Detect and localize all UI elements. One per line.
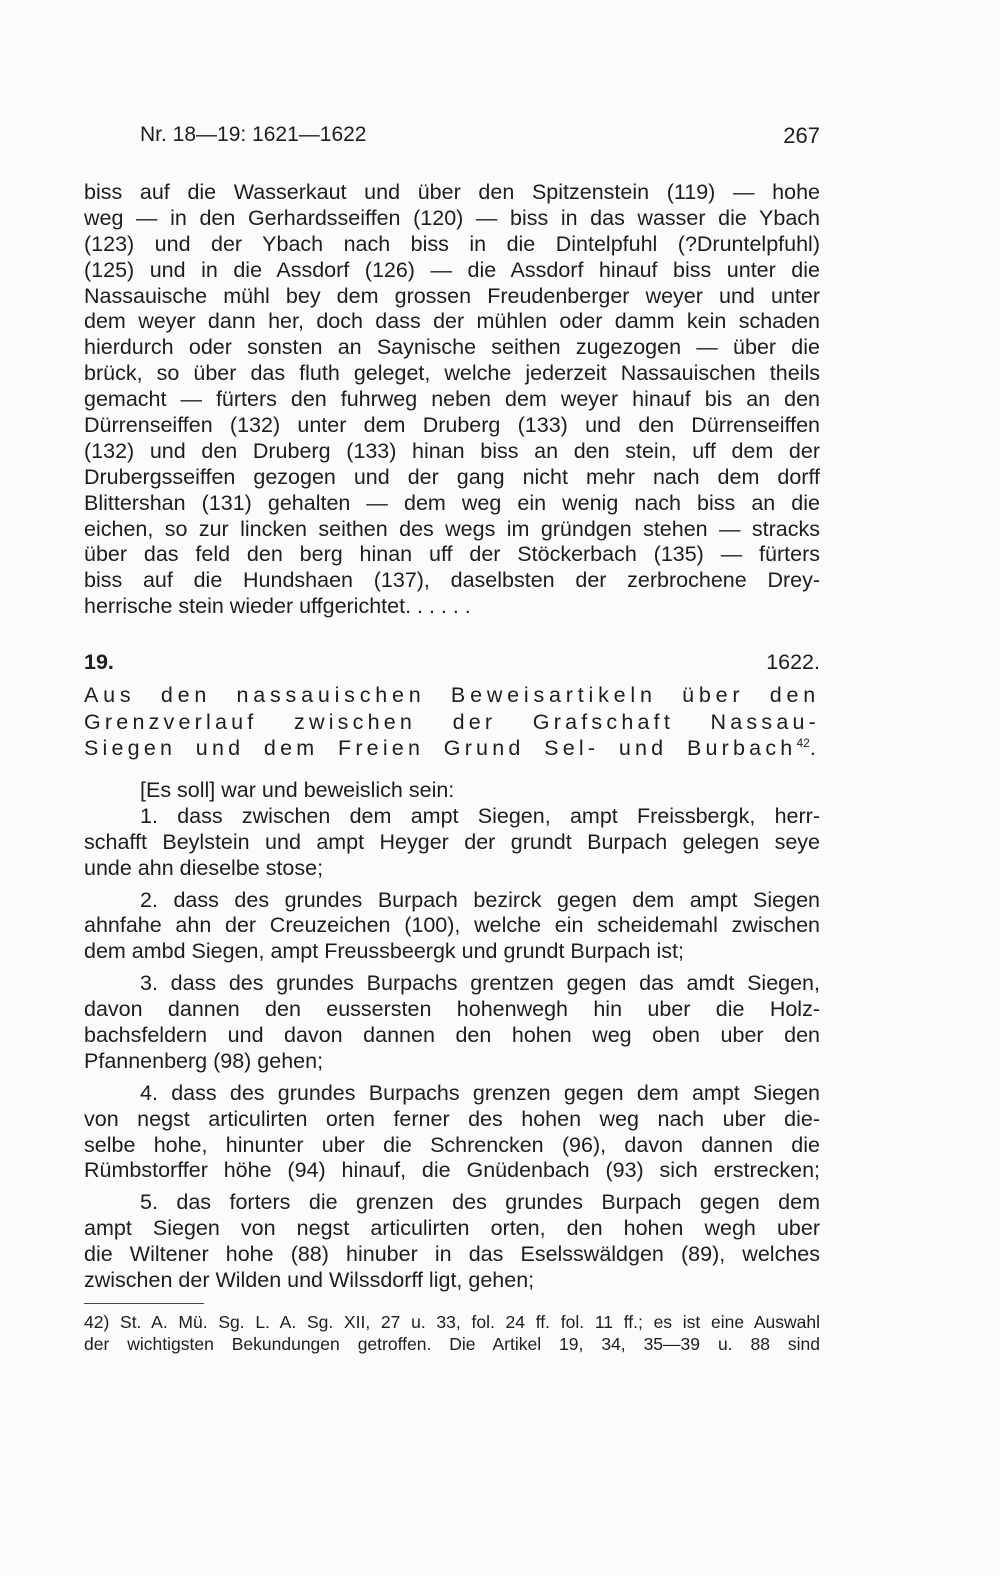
article-3 — [84, 971, 820, 1075]
text-line: Blittershan (131) gehalten — dem weg ein wenig nach biss an die — [84, 490, 820, 515]
text-line: über das feld den berg hinan uff der Stöckerbach (135) — fürters — [84, 542, 820, 567]
text-line: (132) und den Druberg (133) hinan biss an den stein, uff dem der — [84, 438, 820, 463]
text-line: selbe hohe, hinunter uber die Schrencken (96), davon dannen die — [84, 1132, 820, 1157]
text-line: 3. dass des grundes Burpachs grentzen gegen das amdt Siegen, — [140, 971, 820, 996]
text-line: Rümbstorffer höhe (94) hinauf, die Gnüdenbach (93) sich erstrecken; — [84, 1158, 820, 1183]
text-line: Drubergsseiffen gezogen und der gang nicht mehr nach dem dorff — [84, 464, 820, 489]
text-line: Dürrenseiffen (132) unter dem Druberg (133) und den Dürrenseiffen — [84, 413, 820, 438]
text-line: weg — in den Gerhardsseiffen (120) — biss in das wasser die Ybach — [84, 205, 820, 230]
article-1 — [84, 804, 820, 882]
text-line: dem ambd Siegen, ampt Freussbeergk und grundt Burpach ist; — [84, 939, 684, 964]
document-heading — [84, 682, 820, 762]
continuation-text — [84, 180, 820, 620]
text-line: (125) und in die Assdorf (126) — die Assdorf hinauf biss unter die — [84, 257, 820, 282]
text-line: hierdurch oder sonsten an Saynische seithen zugezogen — über die — [84, 335, 820, 360]
text-line: biss auf die Wasserkaut und über den Spitzenstein (119) — hohe — [84, 180, 820, 204]
footnote-line: der wichtigsten Bekundungen getroffen. Die Artikel 19, 34, 35—39 u. 88 sind — [84, 1334, 820, 1354]
text-line: 1. dass zwischen dem ampt Siegen, ampt Freissbergk, herr- — [140, 803, 820, 828]
text-line: brück, so über das fluth geleget, welche jederzeit Nassauischen theils — [84, 361, 820, 386]
text-line: dem weyer dann her, doch dass der mühlen oder damm kein schaden — [84, 309, 820, 334]
text-line: gemacht — fürters den fuhrweg neben dem weyer hinauf bis an den — [84, 387, 820, 412]
text-line: ahnfahe ahn der Creuzeichen (100), welche ein scheidemahl zwischen — [84, 913, 820, 938]
page-number: 267 — [783, 123, 820, 148]
document-header — [84, 650, 820, 678]
heading-line — [84, 735, 820, 762]
articles-text — [84, 778, 820, 1294]
footnote-reference: 42 — [796, 736, 810, 750]
text-line: 2. dass des grundes Burpach bezirck gegen dem ampt Siegen — [140, 887, 820, 912]
text-line: davon dannen den eussersten hohenwegh hin uber die Holz- — [84, 997, 820, 1022]
heading-line: Aus den nassauischen Beweisartikeln über den — [84, 683, 820, 707]
article-2 — [84, 888, 820, 966]
text-line: von negst articulirten orten ferner des hohen weg nach uber die- — [84, 1106, 820, 1131]
text-line: schafft Beylstein und ampt Heyger der grundt Burpach gelegen seye — [84, 829, 820, 854]
footnote-divider — [84, 1303, 204, 1304]
intro-line: [Es soll] war und beweislich sein: — [140, 778, 455, 802]
heading-period: . — [809, 736, 820, 760]
text-line: zwischen der Wilden und Wilssdorff ligt, gehen; — [84, 1268, 535, 1293]
article-5 — [84, 1190, 820, 1294]
text-line: Nassauische mühl bey dem grossen Freudenberger weyer und unter — [84, 283, 820, 308]
footnote — [84, 1311, 820, 1355]
text-line: die Wiltener hohe (88) hinuber in das Eselsswäldgen (89), welches — [84, 1242, 820, 1267]
document-number: 19. — [84, 650, 114, 674]
text-line: unde ahn dieselbe stose; — [84, 855, 324, 880]
article-4 — [84, 1081, 820, 1185]
running-head-title: Nr. 18—19: 1621—1622 — [140, 123, 367, 146]
footnote-line: 42) St. A. Mü. Sg. L. A. Sg. XII, 27 u. 33, fol. 24 ff. fol. 11 ff.; es ist eine Auswahl — [84, 1312, 820, 1332]
text-line: (123) und der Ybach nach biss in die Dintelpfuhl (?Druntelpfuhl) — [84, 231, 820, 256]
heading-line-text: Siegen und dem Freien Grund Sel- und Burbach — [84, 736, 797, 760]
document-year: 1622. — [766, 650, 820, 674]
text-line: Pfannenberg (98) gehen; — [84, 1048, 324, 1073]
text-line: herrische stein wieder uffgerichtet. . . . . . — [84, 594, 471, 619]
text-line: eichen, so zur lincken seithen des wegs im gründgen stehen — stracks — [84, 516, 820, 541]
text-line: 5. das forters die grenzen des grundes Burpach gegen dem — [140, 1190, 820, 1215]
text-line: 4. dass des grundes Burpachs grenzen gegen dem ampt Siegen — [140, 1080, 820, 1105]
text-line: biss auf die Hundshaen (137), daselbsten der zerbrochene Drey- — [84, 568, 820, 593]
running-head — [84, 123, 820, 157]
heading-line: Grenzverlauf zwischen der Grafschaft Nassau- — [84, 709, 820, 734]
text-line: bachsfeldern und davon dannen den hohen weg oben uber den — [84, 1023, 820, 1048]
text-line: ampt Siegen von negst articulirten orten, den hohen wegh uber — [84, 1216, 820, 1241]
